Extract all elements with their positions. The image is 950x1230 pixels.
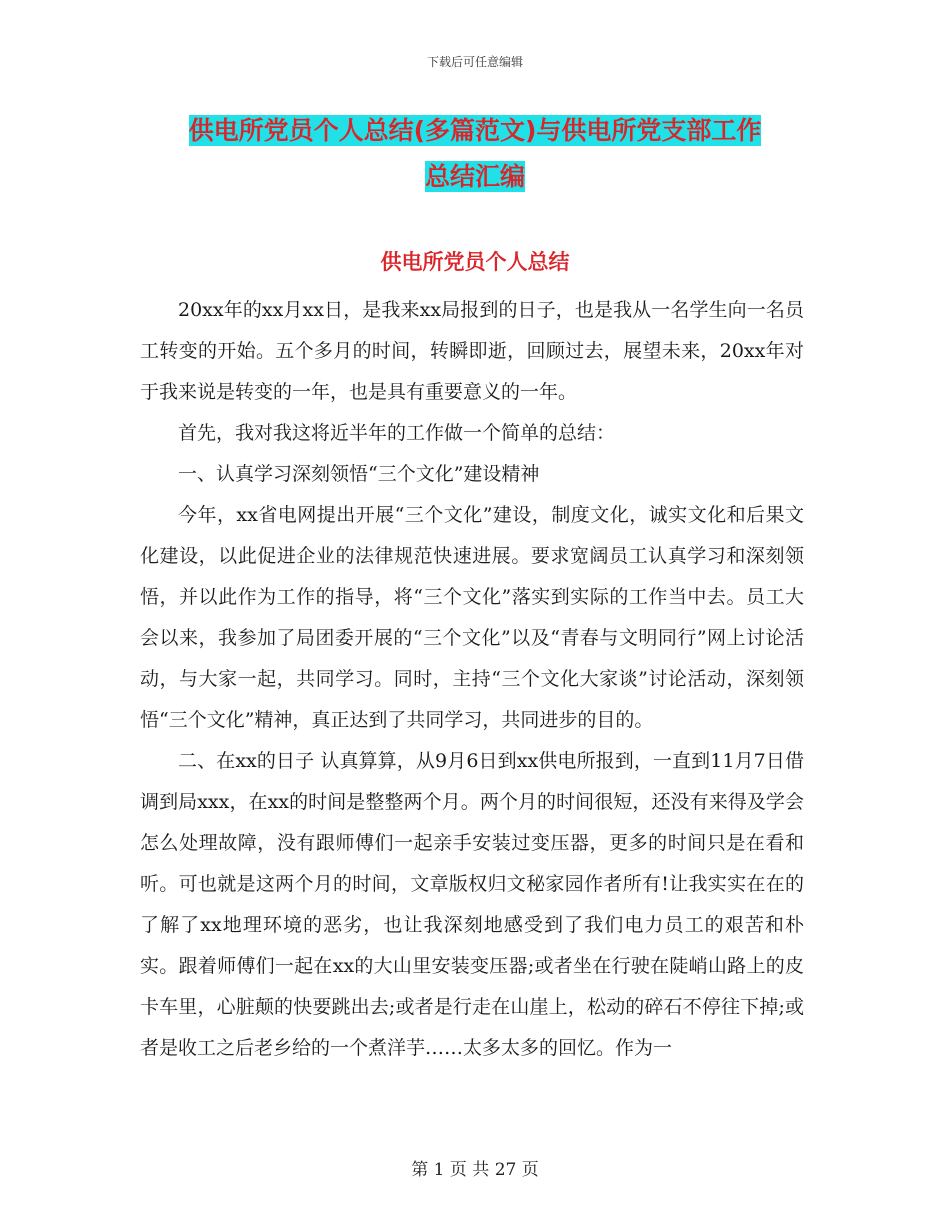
- paragraph: 一、认真学习深刻领悟“三个文化”建设精神: [178, 463, 540, 485]
- section-title: 供电所党员个人总结: [380, 250, 570, 274]
- paragraph: 二、在xx的日子 认真算算，从9月6日到xx供电所报到，一直到11月7日借调到局xxx，在xx的时间是整整两个月。两个月的时间很短，还没有来得及学会怎么处理故障，没有跟师傅们一起亲手安装过变压器，更多的时间只是在看和听。可也就是这两个月的时间，文章版权归文秘家园作者所有!让我实实在在的了解了xx地理环境的恶劣，也让我深刻地感受到了我们电力员工的艰苦和朴实。跟着师傅们一起在xx的大山里安装变压器;或者坐在行驶在陡峭山路上的皮卡车里，心脏颠的快要跳出去;或者是行走在山崖上，松动的碎石不停往下掉;或者是收工之后老乡给的一个煮洋芋……太多太多的回忆。作为一: [140, 750, 804, 1059]
- body-text: [140, 290, 804, 1069]
- document-title: [140, 108, 810, 200]
- paragraph: 首先，我对我这将近半年的工作做一个简单的总结：: [178, 422, 616, 444]
- title-line-2: 总结汇编: [424, 162, 525, 191]
- header-note: 下载后可任意编辑: [426, 55, 523, 69]
- paragraph: 20xx年的xx月xx日，是我来xx局报到的日子，也是我从一名学生向一名员工转变的开始。五个多月的时间，转瞬即逝，回顾过去，展望未来，20xx年对于我来说是转变的一年，也是具有重要意义的一年。: [140, 299, 804, 403]
- page-footer: 第 1 页 共 27 页: [411, 1160, 539, 1180]
- paragraph: 今年，xx省电网提出开展“三个文化”建设，制度文化，诚实文化和后果文化建设，以此促进企业的法律规范快速进展。要求宽阔员工认真学习和深刻领悟，并以此作为工作的指导，将“三个文化”落实到实际的工作当中去。员工大会以来，我参加了局团委开展的“三个文化”以及“青春与文明同行”网上讨论活动，与大家一起，共同学习。同时，主持“三个文化大家谈”讨论活动，深刻领悟“三个文化”精神，真正达到了共同学习，共同进步的目的。: [140, 504, 804, 731]
- title-line-1: 供电所党员个人总结(多篇范文)与供电所党支部工作: [188, 116, 762, 145]
